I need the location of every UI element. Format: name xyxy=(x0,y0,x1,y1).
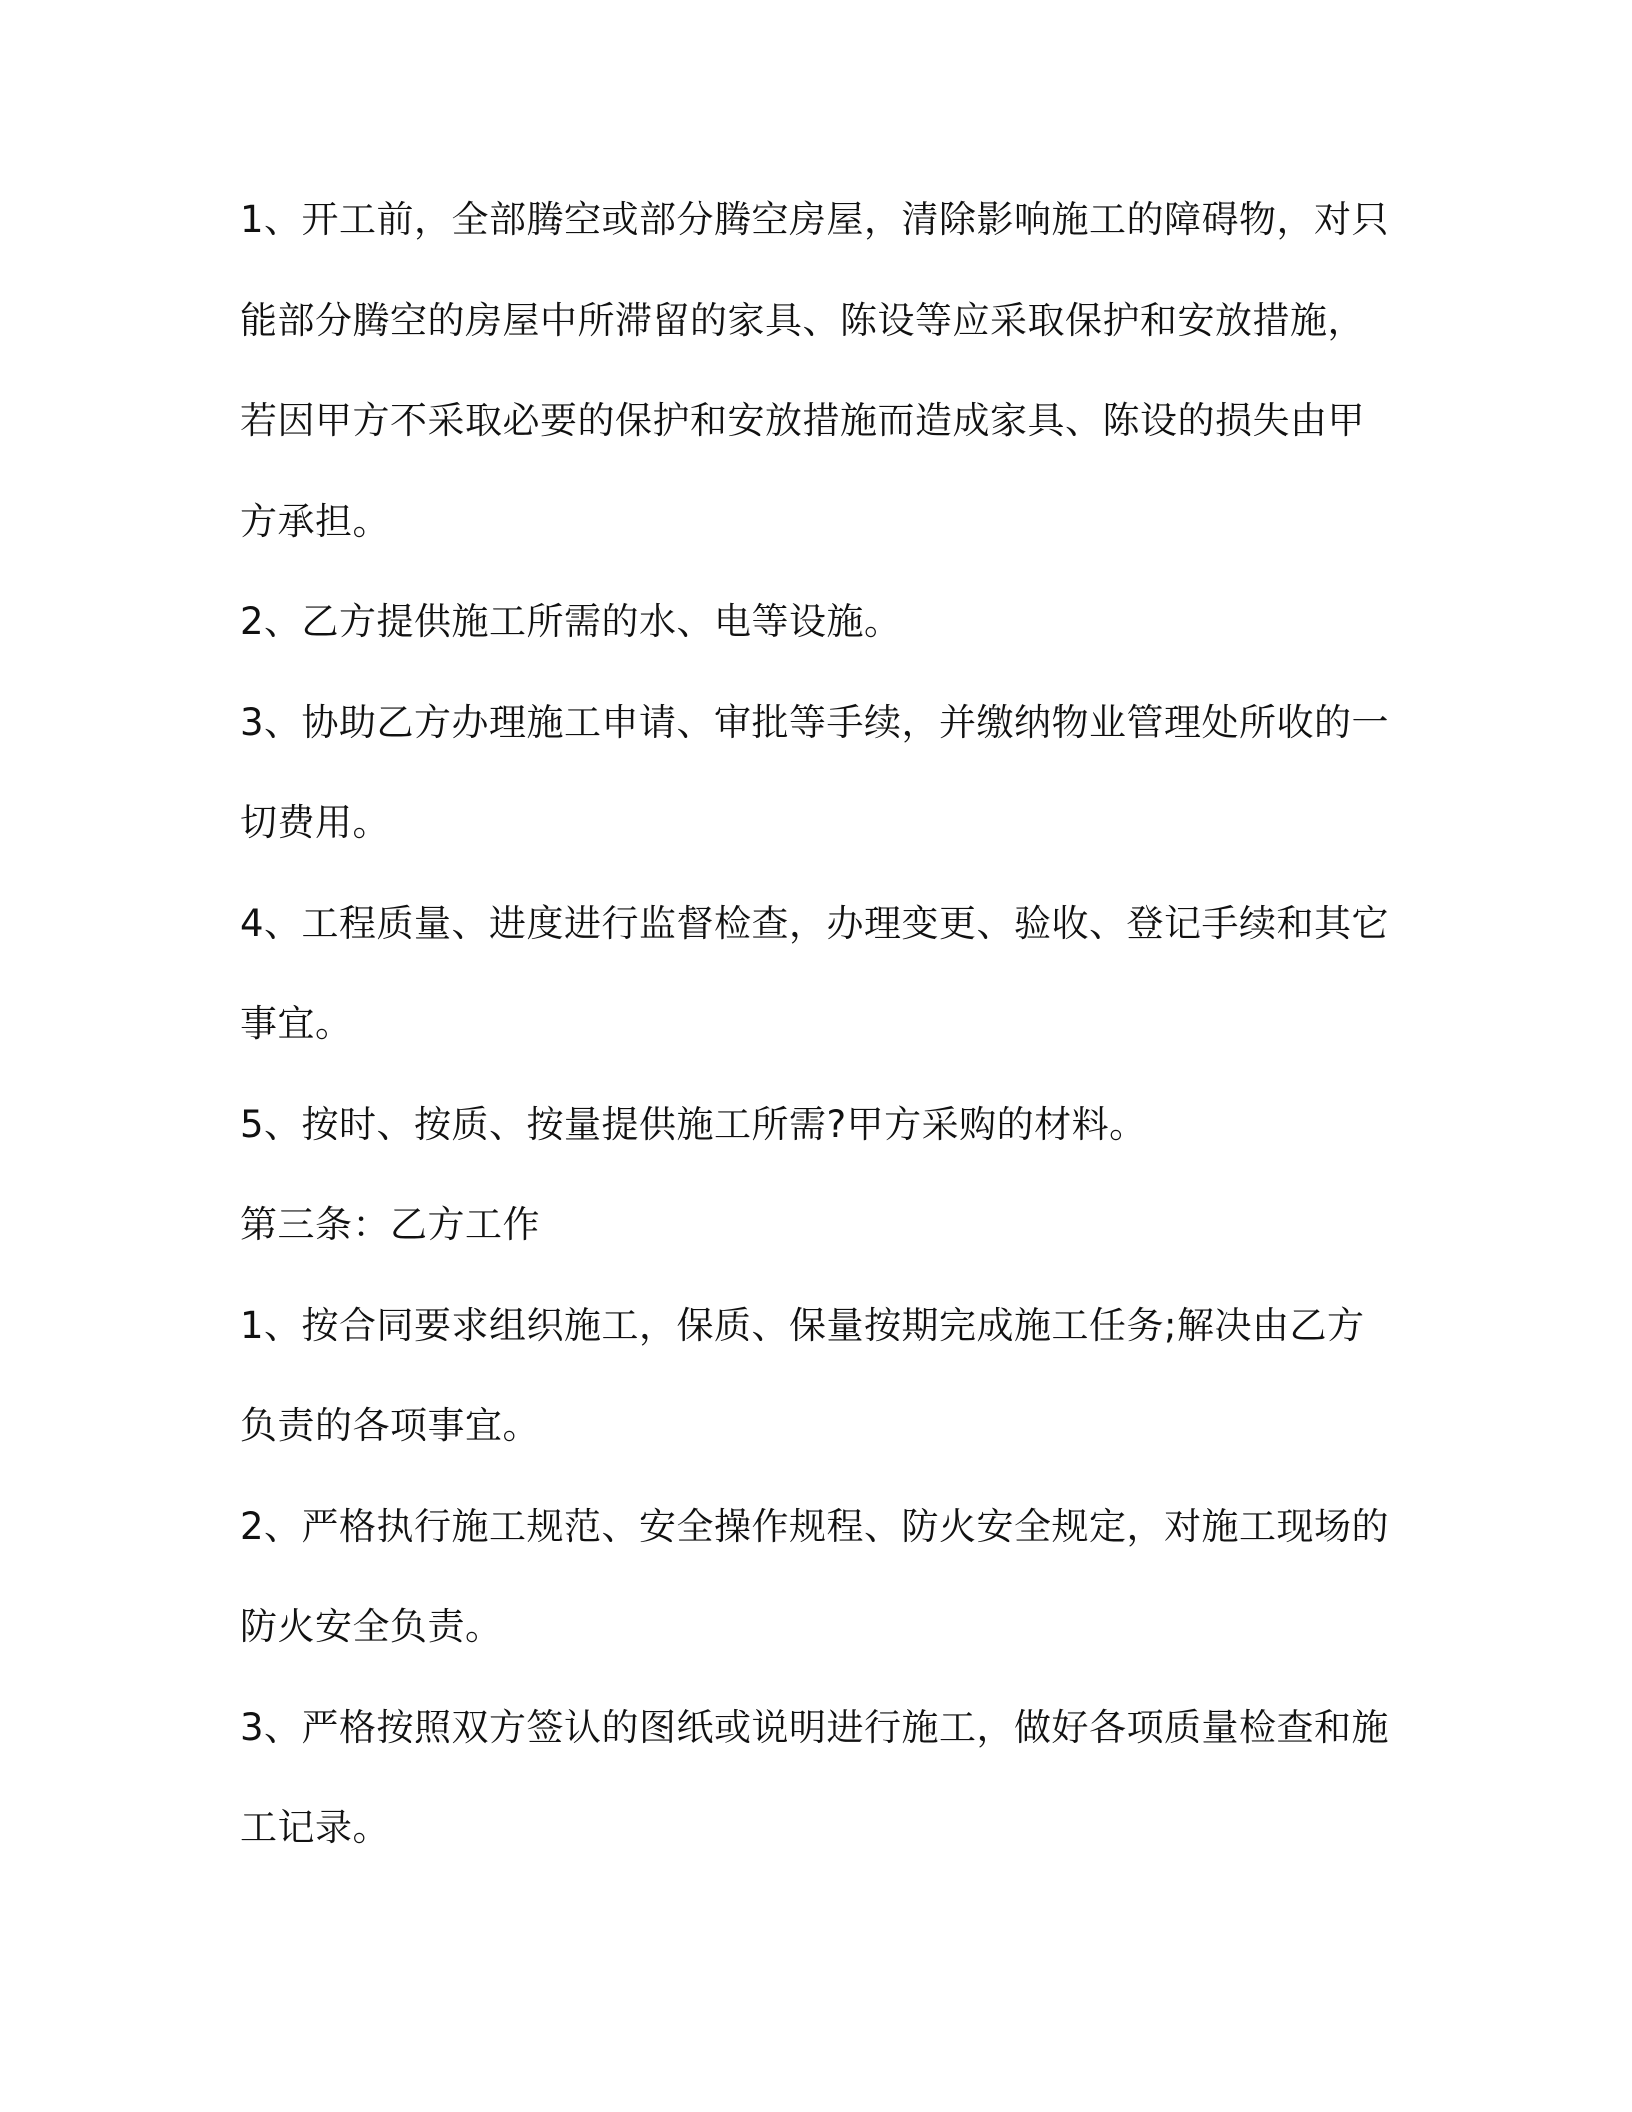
text-line-14: 2、严格执行施工规范、安全操作规程、防火安全规定，对施工现场的 xyxy=(240,1504,1390,1548)
text-line-15: 防火安全负责。 xyxy=(240,1605,503,1648)
text-line-6: 3、协助乙方办理施工申请、审批等手续，并缴纳物业管理处所收的一 xyxy=(240,700,1390,744)
text-line-8: 4、工程质量、进度进行监督检查，办理变更、验收、登记手续和其它 xyxy=(240,901,1390,945)
text-line-5: 2、乙方提供施工所需的水、电等设施。 xyxy=(240,600,902,643)
text-line-13: 负责的各项事宜。 xyxy=(240,1404,540,1447)
text-line-10: 5、按时、按质、按量提供施工所需?甲方采购的材料。 xyxy=(240,1102,1147,1146)
text-line-9: 事宜。 xyxy=(240,1002,353,1045)
text-line-1: 1、开工前，全部腾空或部分腾空房屋，清除影响施工的障碍物，对只 xyxy=(240,198,1390,241)
text-line-2: 能部分腾空的房屋中所滞留的家具、陈设等应采取保护和安放措施， xyxy=(240,298,1365,342)
text-line-17: 工记录。 xyxy=(240,1806,390,1849)
text-line-7: 切费用。 xyxy=(240,801,390,844)
text-line-12: 1、按合同要求组织施工，保质、保量按期完成施工任务;解决由乙方 xyxy=(240,1303,1365,1347)
text-line-16: 3、严格按照双方签认的图纸或说明进行施工，做好各项质量检查和施 xyxy=(240,1705,1390,1749)
text-line-3: 若因甲方不采取必要的保护和安放措施而造成家具、陈设的损失由甲 xyxy=(240,399,1365,442)
section-heading: 第三条：乙方工作 xyxy=(240,1203,540,1246)
text-line-4: 方承担。 xyxy=(240,499,390,543)
document-body xyxy=(240,186,1390,1895)
